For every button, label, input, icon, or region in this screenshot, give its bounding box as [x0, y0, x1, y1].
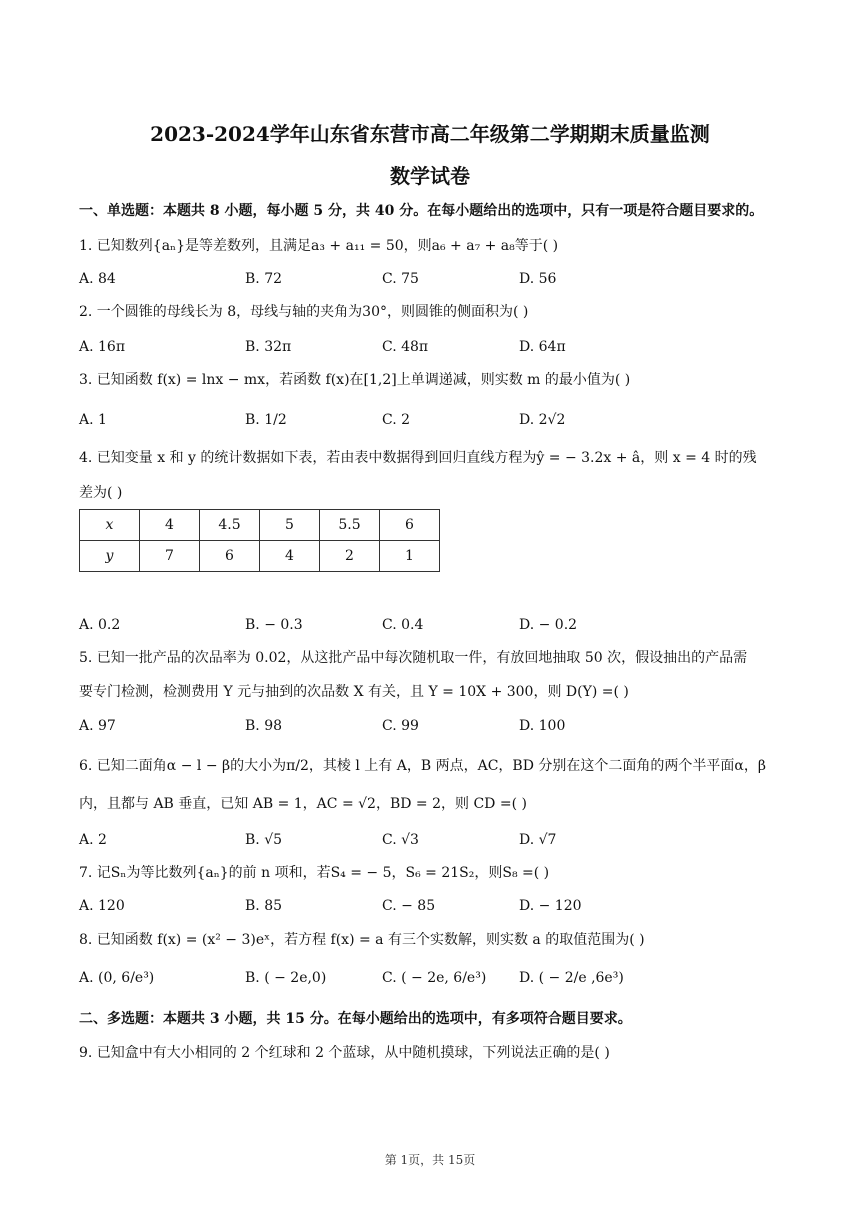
- exam-subtitle: 数学试卷: [390, 164, 470, 188]
- question-5-stem-line-1: 5. 已知一批产品的次品率为 0.02，从这批产品中每次随机取一件，有放回地抽取 50 次，假设抽出的产品需: [79, 650, 748, 666]
- section-single-choice: 一、单选题：本题共 8 小题，每小题 5 分，共 40 分。在每小题给出的选项中，只有一项是符合题目要求的。: [79, 203, 764, 219]
- question-7-option-a: A. 120: [79, 898, 125, 914]
- question-8-option-c: C. ( − 2e, 6/e³): [382, 970, 487, 986]
- question-6-stem-line-2: 内，且都与 AB 垂直，已知 AB = 1，AC = √2，BD = 2，则 CD =( ): [79, 796, 527, 812]
- question-7-option-c: C. − 85: [382, 898, 436, 914]
- question-8-option-a: A. (0, 6/e³): [79, 970, 155, 986]
- table-cell: 4: [140, 510, 200, 541]
- table-cell: 4.5: [200, 510, 260, 541]
- table-cell: 4: [260, 541, 320, 572]
- question-8-option-d: D. ( − 2/e ,6e³): [519, 970, 624, 986]
- question-2-option-c: C. 48π: [382, 339, 429, 355]
- question-6-option-b: B. √5: [245, 832, 283, 848]
- table-row: [80, 541, 440, 572]
- question-3-option-c: C. 2: [382, 412, 411, 428]
- question-6-stem-line-1: 6. 已知二面角α − l − β的大小为π/2，其棱 l 上有 A，B 两点，AC，BD 分别在这个二面角的两个半平面α，β: [79, 758, 766, 774]
- question-7-option-d: D. − 120: [519, 898, 582, 914]
- question-5-option-b: B. 98: [245, 718, 283, 734]
- table-cell: y: [80, 541, 140, 572]
- question-4-option-b: B. − 0.3: [245, 617, 303, 633]
- exam-title: 2023-2024学年山东省东营市高二年级第二学期期末质量监测: [150, 122, 710, 146]
- question-8-stem: 8. 已知函数 f(x) = (x² − 3)eˣ，若方程 f(x) = a 有三个实数解，则实数 a 的取值范围为( ): [79, 932, 645, 948]
- question-3-option-d: D. 2√2: [519, 412, 566, 428]
- question-1-option-a: A. 84: [79, 271, 116, 287]
- page-footer: 第 1页，共 15页: [384, 1153, 476, 1167]
- question-2-option-a: A. 16π: [79, 339, 126, 355]
- question-3-stem: 3. 已知函数 f(x) = lnx − mx，若函数 f(x)在[1,2]上单调递减，则实数 m 的最小值为( ): [79, 372, 631, 388]
- question-4-stem-line-1: 4. 已知变量 x 和 y 的统计数据如下表，若由表中数据得到回归直线方程为ŷ = − 3.2x + â，则 x = 4 时的残: [79, 450, 757, 466]
- question-4-stem-line-2: 差为( ): [79, 485, 123, 501]
- question-5-option-a: A. 97: [79, 718, 116, 734]
- table-cell: 5: [260, 510, 320, 541]
- table-cell: 7: [140, 541, 200, 572]
- table-row: [80, 510, 440, 541]
- statistics-table: [79, 509, 440, 572]
- question-6-option-c: C. √3: [382, 832, 419, 848]
- question-3-option-b: B. 1/2: [245, 412, 287, 428]
- question-2-stem: 2. 一个圆锥的母线长为 8，母线与轴的夹角为30°，则圆锥的侧面积为( ): [79, 304, 529, 320]
- table-cell: 6: [200, 541, 260, 572]
- question-9-stem: 9. 已知盒中有大小相同的 2 个红球和 2 个蓝球，从中随机摸球，下列说法正确的是( ): [79, 1045, 610, 1061]
- question-1-option-b: B. 72: [245, 271, 283, 287]
- question-4-option-d: D. − 0.2: [519, 617, 578, 633]
- question-8-option-b: B. ( − 2e,0): [245, 970, 327, 986]
- table-cell: x: [80, 510, 140, 541]
- question-3-option-a: A. 1: [79, 412, 107, 428]
- question-5-stem-line-2: 要专门检测，检测费用 Y 元与抽到的次品数 X 有关，且 Y = 10X + 300，则 D(Y) =( ): [79, 684, 629, 700]
- question-1-option-d: D. 56: [519, 271, 557, 287]
- table-cell: 1: [380, 541, 440, 572]
- table-cell: 2: [320, 541, 380, 572]
- question-1-stem: 1. 已知数列{aₙ}是等差数列，且满足a₃ + a₁₁ = 50，则a₆ + a₇ + a₈等于( ): [79, 238, 559, 254]
- question-5-option-d: D. 100: [519, 718, 566, 734]
- question-2-option-b: B. 32π: [245, 339, 292, 355]
- question-1-option-c: C. 75: [382, 271, 419, 287]
- question-4-option-c: C. 0.4: [382, 617, 424, 633]
- question-5-option-c: C. 99: [382, 718, 419, 734]
- question-6-option-d: D. √7: [519, 832, 557, 848]
- question-7-stem: 7. 记Sₙ为等比数列{aₙ}的前 n 项和，若S₄ = − 5，S₆ = 21S₂，则S₈ =( ): [79, 865, 550, 881]
- table-cell: 6: [380, 510, 440, 541]
- question-6-option-a: A. 2: [79, 832, 107, 848]
- section-multiple-choice: 二、多选题：本题共 3 小题，共 15 分。在每小题给出的选项中，有多项符合题目要求。: [79, 1011, 632, 1027]
- question-2-option-d: D. 64π: [519, 339, 566, 355]
- question-7-option-b: B. 85: [245, 898, 283, 914]
- table-cell: 5.5: [320, 510, 380, 541]
- question-4-option-a: A. 0.2: [79, 617, 121, 633]
